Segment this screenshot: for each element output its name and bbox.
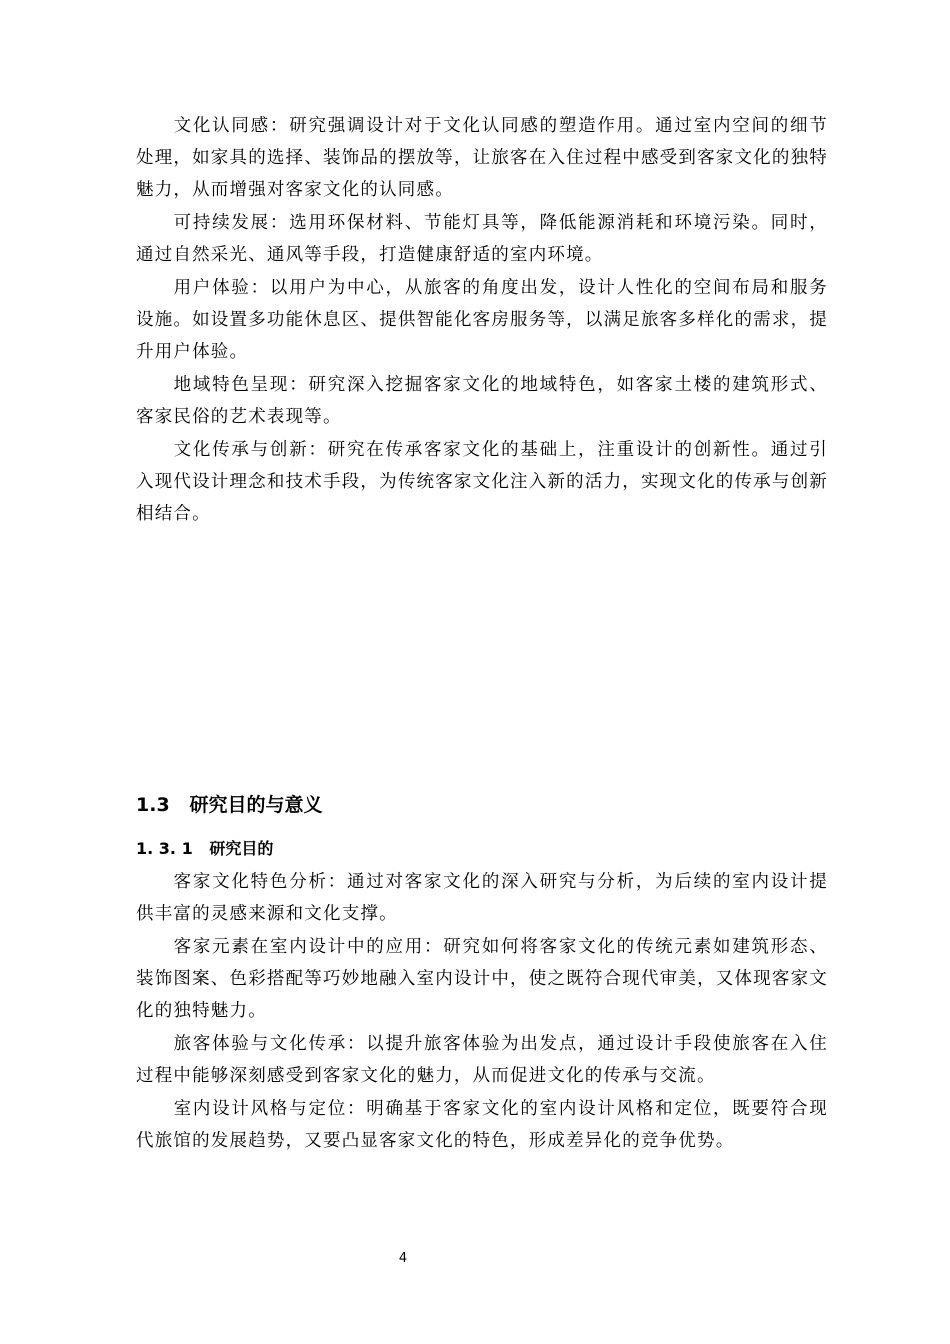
paragraph-style-positioning: 室内设计风格与定位：明确基于客家文化的室内设计风格和定位，既要符合现代旅馆的发展趋势，又要凸显客家文化的特色，形成差异化的竞争优势。 [136,1099,828,1151]
paragraph-culture-analysis: 客家文化特色分析：通过对客家文化的深入研究与分析，为后续的室内设计提供丰富的灵感来源和文化支撑。 [136,872,828,924]
paragraph-cultural-identity: 文化认同感：研究强调设计对于文化认同感的塑造作用。通过室内空间的细节处理，如家具的选择、装饰品的摆放等，让旅客在入住过程中感受到客家文化的独特魅力，从而增强对客家文化的认同感。 [136,116,828,200]
subsection-heading: 1. 3. 1 研究目的 [136,839,274,858]
paragraph-guest-experience: 旅客体验与文化传承：以提升旅客体验为出发点，通过设计手段使旅客在入住过程中能够深刻感受到客家文化的魅力，从而促进文化的传承与交流。 [136,1034,828,1086]
page-number: 4 [398,1251,408,1266]
paragraph-user-experience: 用户体验：以用户为中心，从旅客的角度出发，设计人性化的空间布局和服务设施。如设置多功能休息区、提供智能化客房服务等，以满足旅客多样化的需求，提升用户体验。 [136,278,828,362]
paragraph-regional-features: 地域特色呈现：研究深入挖掘客家文化的地域特色，如客家土楼的建筑形式、客家民俗的艺术表现等。 [136,375,828,427]
paragraph-sustainability: 可持续发展：选用环保材料、节能灯具等，降低能源消耗和环境污染。同时，通过自然采光、通风等手段，打造健康舒适的室内环境。 [136,213,828,265]
section-heading: 1.3 研究目的与意义 [136,794,323,816]
paragraph-element-application: 客家元素在室内设计中的应用：研究如何将客家文化的传统元素如建筑形态、装饰图案、色彩搭配等巧妙地融入室内设计中，使之既符合现代审美，又体现客家文化的独特魅力。 [136,937,828,1021]
paragraph-heritage-innovation: 文化传承与创新：研究在传承客家文化的基础上，注重设计的创新性。通过引入现代设计理念和技术手段，为传统客家文化注入新的活力，实现文化的传承与创新相结合。 [136,440,828,524]
